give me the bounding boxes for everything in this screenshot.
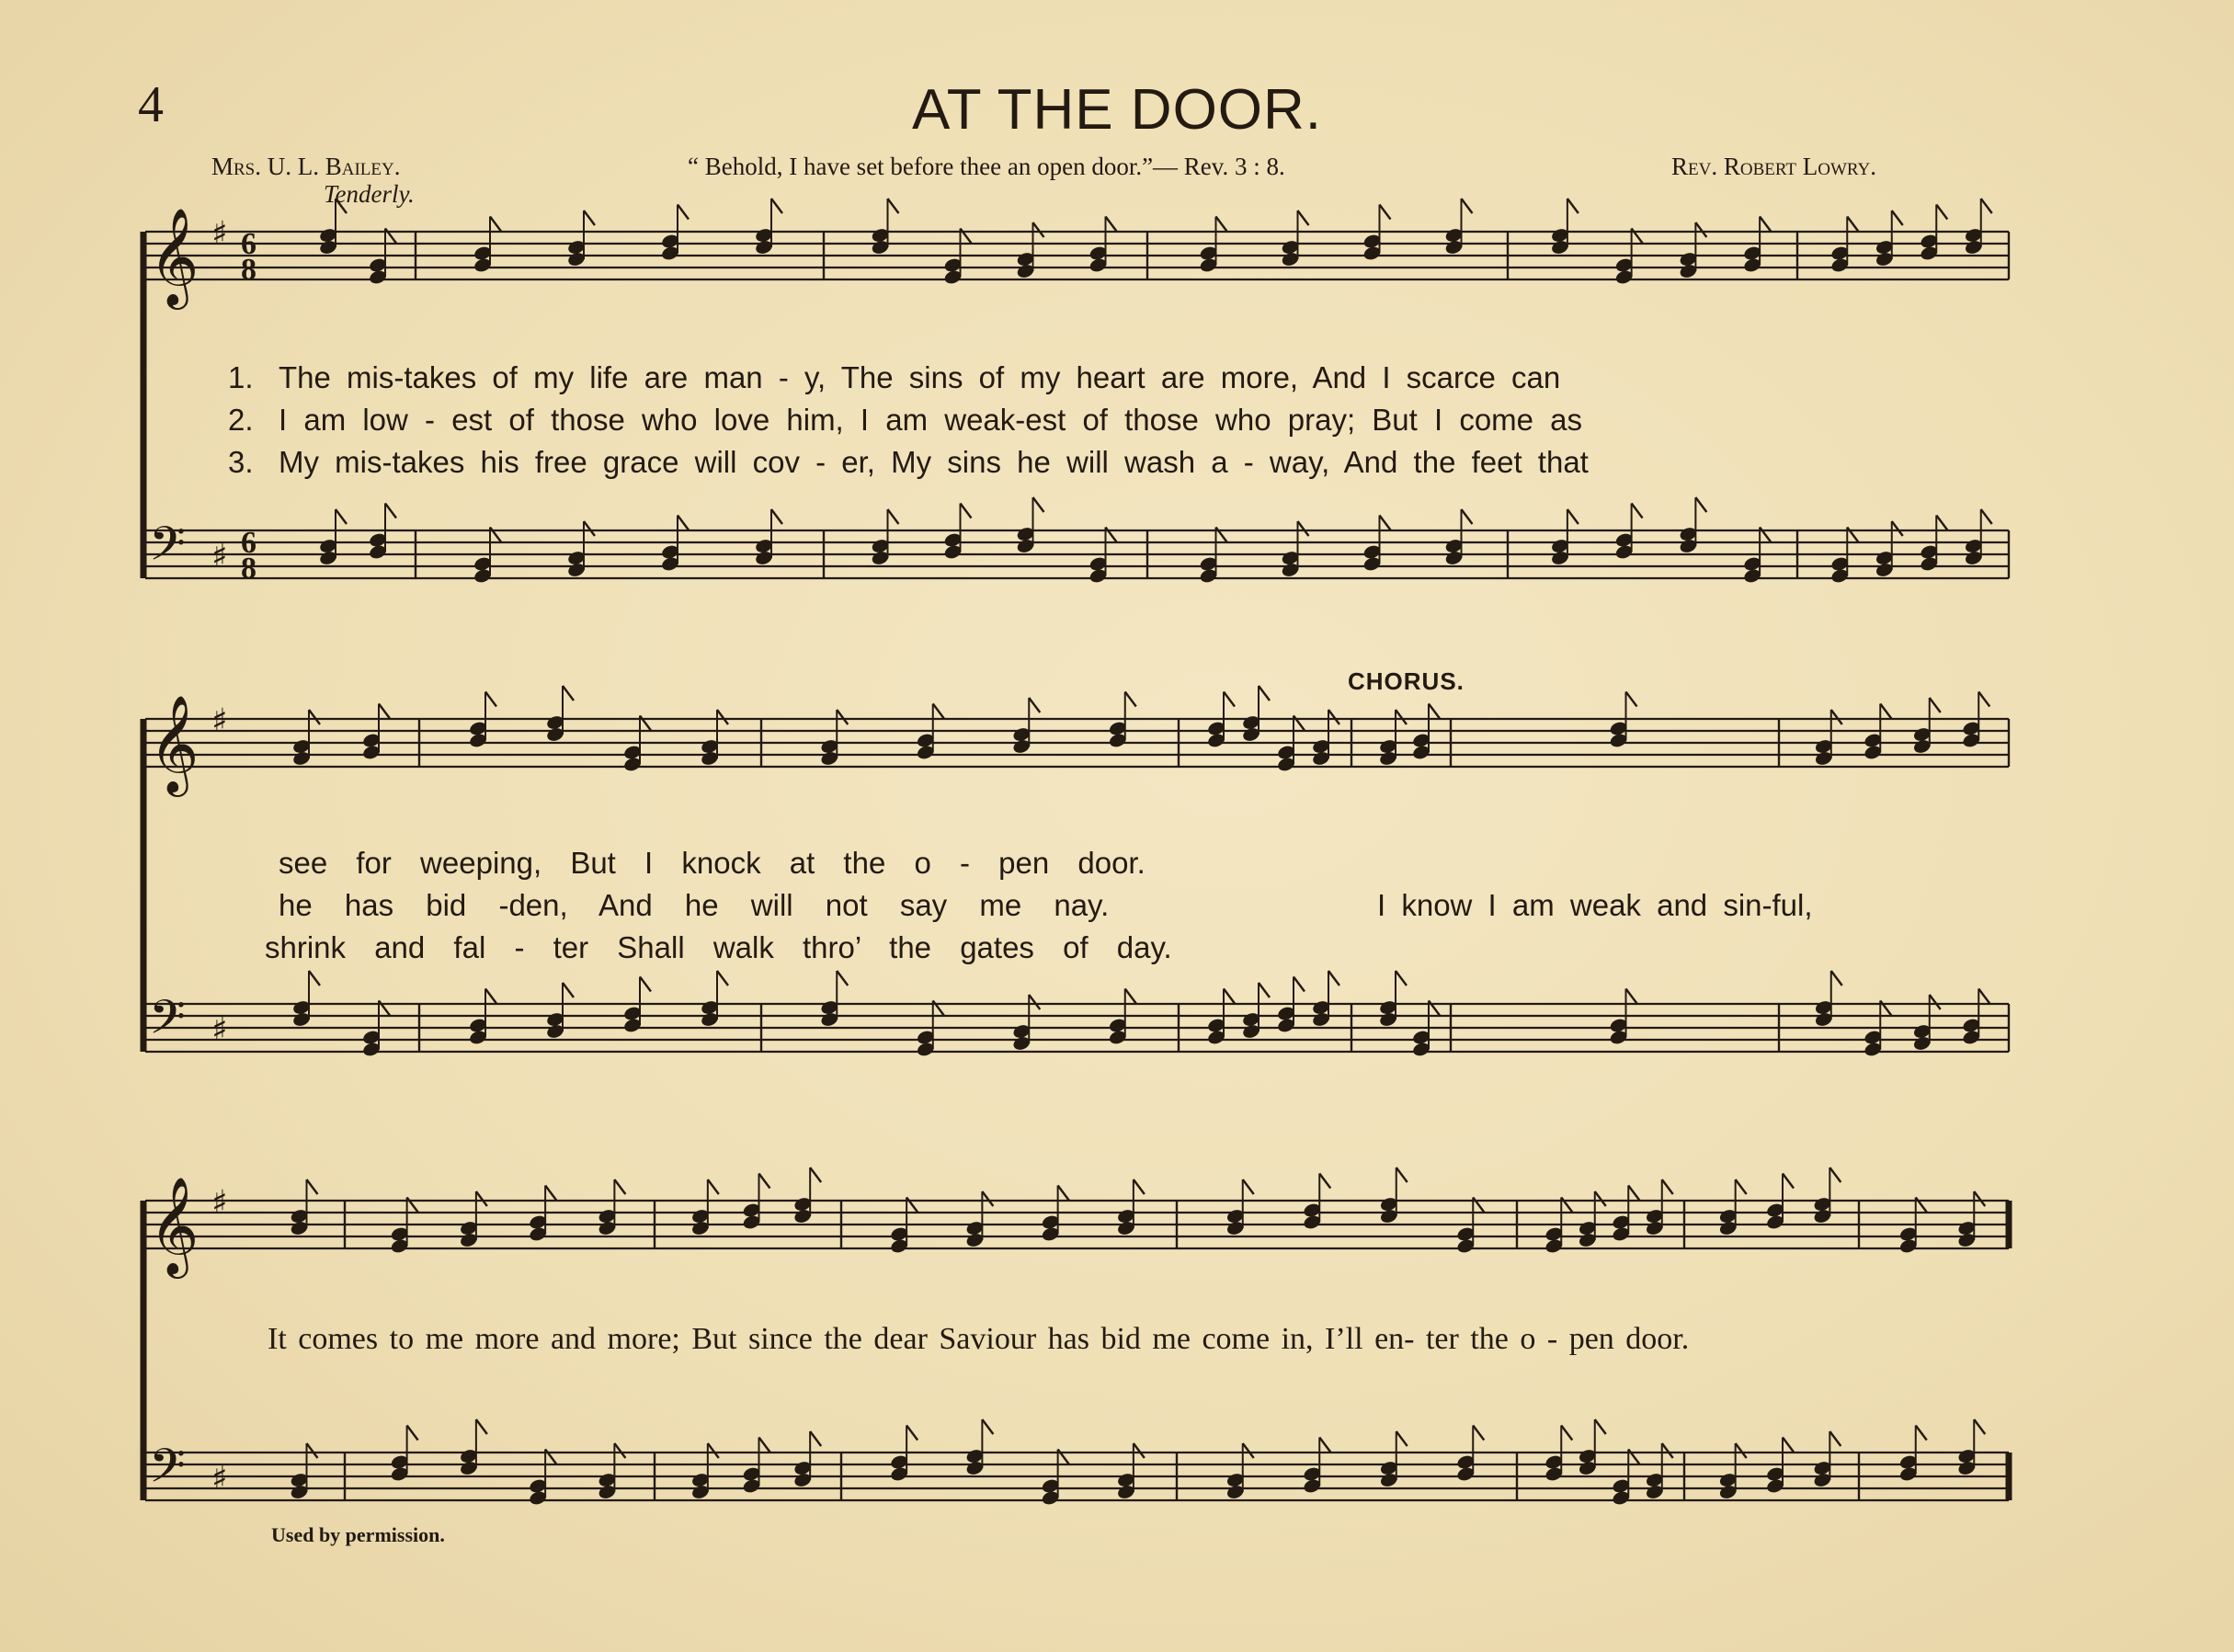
note-flag	[1978, 692, 1989, 707]
note-flag	[1892, 521, 1903, 536]
note-flag	[1930, 995, 1941, 1009]
note-flag	[1567, 509, 1579, 524]
bass-clef: 𝄢	[149, 1438, 186, 1505]
note-flag	[407, 1426, 418, 1441]
note-flag	[1847, 217, 1858, 232]
time-sig-top: 6	[241, 227, 256, 261]
note-flag	[1783, 1174, 1794, 1189]
note-flag	[1224, 692, 1235, 707]
note-flag	[1695, 497, 1706, 512]
note-flag	[1243, 1179, 1254, 1194]
treble-clef: 𝄞	[149, 694, 199, 792]
bass-clef: 𝄢	[149, 989, 186, 1056]
note-flag	[1029, 698, 1040, 712]
note-flag	[1626, 989, 1637, 1004]
note-flag	[1936, 516, 1947, 530]
note-flag	[1760, 217, 1771, 232]
note-flag	[717, 971, 728, 986]
time-sig-top: 6	[241, 526, 256, 560]
note-flag	[476, 1191, 487, 1206]
note-flag	[1029, 995, 1040, 1009]
note-flag	[1298, 211, 1309, 225]
note-flag	[476, 1419, 487, 1434]
note-flag	[771, 199, 782, 213]
note-flag	[708, 1443, 719, 1458]
note-flag	[1978, 989, 1989, 1004]
note-flag	[933, 704, 944, 719]
verse-1-line-2: see for weeping, But I knock at the o - pen door.	[279, 846, 1145, 880]
note-flag	[1936, 205, 1947, 220]
note-flag	[759, 1174, 770, 1189]
sharp-sign: ♯	[211, 1011, 228, 1049]
verse-number: 3.	[228, 445, 254, 479]
note-flag	[759, 1438, 770, 1453]
note-flag	[1396, 1168, 1408, 1182]
note-flag	[1396, 971, 1407, 986]
note-flag	[1328, 971, 1339, 986]
note-flag	[1058, 1186, 1069, 1201]
note-flag	[1981, 199, 1992, 213]
sharp-sign: ♯	[211, 215, 228, 253]
note-flag	[1462, 199, 1473, 213]
note-flag	[1880, 704, 1891, 719]
note-flag	[1930, 698, 1941, 712]
note-flag	[1783, 1438, 1794, 1453]
note-flag	[708, 1179, 719, 1194]
note-flag	[837, 710, 848, 724]
note-flag	[1981, 509, 1992, 524]
note-flag	[1134, 1443, 1145, 1458]
note-flag	[810, 1168, 821, 1182]
note-flag	[1561, 1426, 1572, 1441]
time-sig-bottom: 8	[241, 552, 256, 586]
note-flag	[837, 971, 848, 986]
note-flag	[1626, 692, 1637, 707]
note-flag	[385, 504, 396, 518]
treble-clef: 𝄞	[149, 1176, 199, 1274]
chorus-line-1: I know I am weak and sin-ful,	[1377, 888, 1813, 922]
note-flag	[1473, 1426, 1484, 1441]
note-flag	[1974, 1191, 1985, 1206]
verse-3-line-1: My mis-takes his free grace will cov - er, My sins he will wash a - way, And the feet that	[279, 445, 1589, 479]
note-flag	[1125, 989, 1136, 1004]
note-flag	[1259, 686, 1270, 701]
note-flag	[545, 1186, 556, 1201]
note-flag	[961, 504, 972, 518]
note-flag	[640, 977, 651, 992]
tempo-marking: Tenderly.	[324, 180, 415, 208]
note-flag	[1224, 989, 1235, 1004]
verse-number: 1.	[228, 360, 254, 394]
sharp-sign: ♯	[211, 1184, 228, 1222]
note-flag	[1396, 710, 1407, 724]
note-flag	[1033, 497, 1044, 512]
note-flag	[1033, 222, 1044, 237]
note-flag	[1916, 1426, 1927, 1441]
note-flag	[1632, 504, 1643, 518]
note-flag	[1628, 1186, 1639, 1201]
note-flag	[307, 1179, 318, 1194]
treble-clef: 𝄞	[149, 207, 199, 305]
note-flag	[1380, 205, 1391, 220]
note-flag	[1462, 509, 1473, 524]
note-flag	[490, 217, 501, 232]
verse-3-line-2: shrink and fal - ter Shall walk thro’ the gates of day.	[265, 930, 1172, 964]
composer-credit: Rev. Robert Lowry.	[1671, 153, 1876, 180]
note-flag	[336, 199, 347, 213]
note-flag	[717, 710, 728, 724]
chorus-line-2: It comes to me more and more; But since the dear Saviour has bid me come in, I’ll en- ter the o - pen door.	[268, 1322, 1690, 1356]
note-flag	[1831, 710, 1842, 724]
verse-2-line-1: I am low - est of those who love him, I am weak-est of those who pray; But I come as	[279, 403, 1583, 437]
note-flag	[1106, 217, 1117, 232]
note-flag	[485, 692, 496, 707]
note-flag	[982, 1419, 993, 1434]
note-flag	[1380, 516, 1391, 530]
note-flag	[888, 199, 899, 213]
note-flag	[678, 516, 689, 530]
bass-clef: 𝄢	[149, 516, 186, 583]
note-flag	[1328, 710, 1339, 724]
time-sig-bottom: 8	[241, 253, 256, 287]
note-flag	[1831, 971, 1842, 986]
verse-number: 2.	[228, 403, 254, 437]
note-flag	[888, 509, 899, 524]
note-flag	[1216, 217, 1227, 232]
note-flag	[906, 1426, 918, 1441]
note-flag	[1662, 1179, 1673, 1194]
note-flag	[563, 686, 574, 701]
note-flag	[1829, 1431, 1841, 1446]
hymn-title: AT THE DOOR.	[911, 78, 1323, 142]
sharp-sign: ♯	[211, 538, 228, 575]
sharp-sign: ♯	[211, 1460, 228, 1498]
note-flag	[982, 1191, 993, 1206]
note-flag	[1829, 1168, 1841, 1182]
note-flag	[1243, 1443, 1254, 1458]
note-flag	[1974, 1419, 1985, 1434]
note-flag	[563, 983, 574, 997]
note-flag	[678, 205, 689, 220]
page-number: 4	[138, 76, 164, 133]
verse-1-line-1: The mis-takes of my life are man - y, The sins of my heart are more, And I scarce can	[279, 360, 1561, 394]
note-flag	[1125, 692, 1136, 707]
note-flag	[584, 521, 595, 536]
note-flag	[584, 211, 595, 225]
chorus-label: CHORUS.	[1348, 667, 1465, 695]
note-flag	[379, 704, 390, 719]
note-flag	[1892, 211, 1903, 225]
note-flag	[1736, 1179, 1747, 1194]
note-flag	[1298, 521, 1309, 536]
verse-2-line-2: he has bid -den, And he will not say me nay.	[279, 888, 1110, 922]
note-flag	[1429, 704, 1440, 719]
note-flag	[336, 509, 347, 524]
note-flag	[1595, 1419, 1606, 1434]
note-flag	[1662, 1443, 1673, 1458]
scripture-epigraph: “ Behold, I have set before thee an open door.”— Rev. 3 : 8.	[688, 153, 1285, 180]
note-flag	[1595, 1191, 1606, 1206]
note-flag	[810, 1431, 821, 1446]
note-flag	[1396, 1431, 1408, 1446]
note-flag	[309, 971, 320, 986]
note-flag	[1259, 983, 1270, 997]
note-flag	[614, 1443, 625, 1458]
note-flag	[1319, 1438, 1330, 1453]
note-flag	[1134, 1179, 1145, 1194]
author-credit: Mrs. U. L. Bailey.	[211, 153, 401, 180]
note-flag	[771, 509, 782, 524]
note-flag	[614, 1179, 625, 1194]
note-flag	[1567, 199, 1579, 213]
note-flag	[1294, 977, 1305, 992]
note-flag	[1695, 222, 1706, 237]
note-flag	[485, 989, 496, 1004]
note-flag	[1736, 1443, 1747, 1458]
permission-note: Used by permission.	[271, 1523, 445, 1546]
note-flag	[1319, 1174, 1330, 1189]
note-flag	[309, 710, 320, 724]
sharp-sign: ♯	[211, 702, 228, 740]
note-flag	[307, 1443, 318, 1458]
